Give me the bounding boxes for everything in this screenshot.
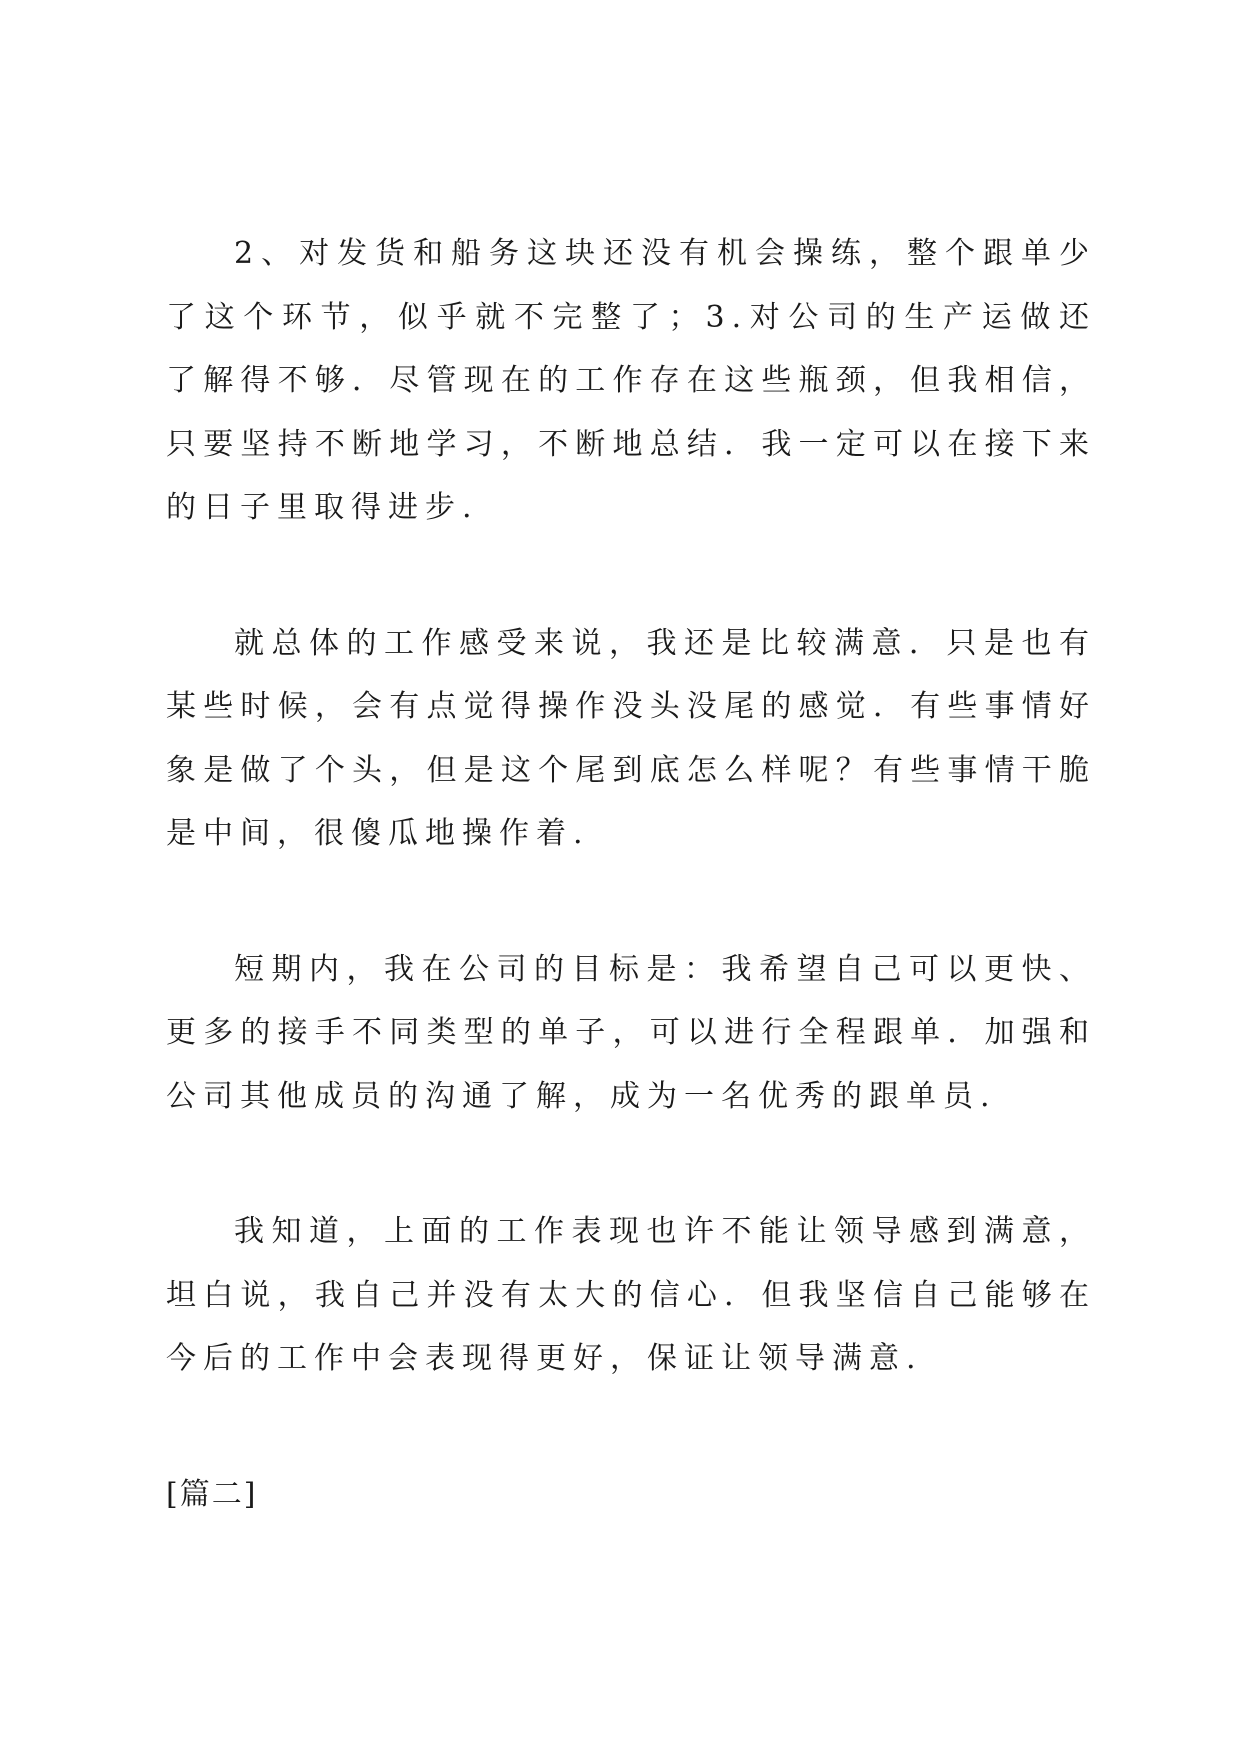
paragraph-confidence: 我知道，上面的工作表现也许不能让领导感到满意，坦白说，我自己并没有太大的信心．但我坚信自己能够在今后的工作中会表现得更好，保证让领导满意. bbox=[166, 1214, 1096, 1376]
paragraph-work-feelings: 就总体的工作感受来说，我还是比较满意．只是也有某些时候，会有点觉得操作没头没尾的感觉．有些事情好象是做了个头，但是这个尾到底怎么样呢？有些事情干脆是中间，很傻瓜地操作着. bbox=[166, 625, 1096, 851]
paragraph-shipping-gaps: 2、对发货和船务这块还没有机会操练，整个跟单少了这个环节，似乎就不完整了；3.对公司的生产运做还了解得不够．尽管现在的工作存在这些瓶颈，但我相信，只要坚持不断地学习，不断地总结．我一定可以在接下来的日子里取得进步. bbox=[166, 236, 1096, 525]
section-marker: [篇二] bbox=[166, 1476, 258, 1512]
document-body bbox=[166, 222, 1096, 1526]
paragraph-short-term-goals: 短期内，我在公司的目标是：我希望自己可以更快、更多的接手不同类型的单子，可以进行全程跟单．加强和公司其他成员的沟通了解，成为一名优秀的跟单员. bbox=[166, 951, 1096, 1114]
